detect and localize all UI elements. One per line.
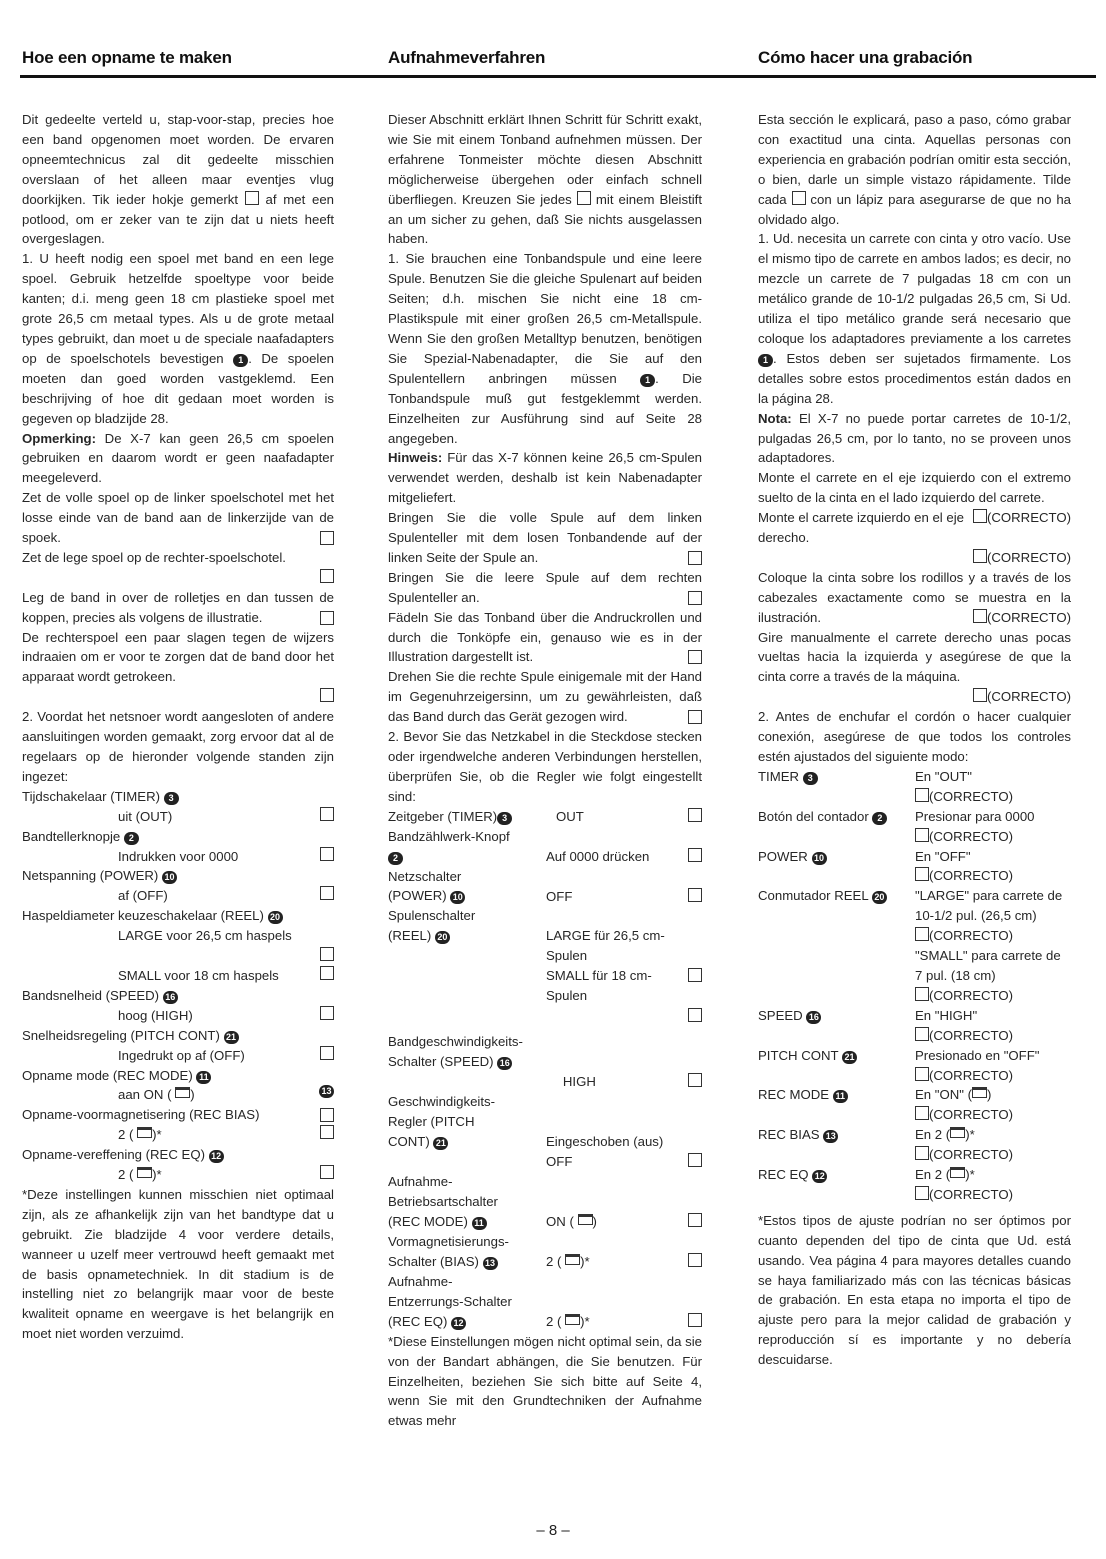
dutch-setting-receq: Opname-vereffening (REC EQ) 12 (22, 1145, 334, 1165)
spanish-setting-recmode: REC MODE 11 En "ON" ( ) (CORRECTO) (758, 1087, 1014, 1123)
german-heading: Aufnahmeverfahren (388, 48, 546, 67)
german-note: Hinweis: Für das X-7 können keine 26,5 cm-Spulen verwendet werden, deshalb ist kein Nabenadapter mitgeliefert. (388, 450, 702, 506)
checkbox-icon (320, 688, 334, 702)
german-intro: Dieser Abschnitt erklärt Ihnen Schritt für Schritt exakt, wie Sie mit einem Tonband aufnehmen müssen. Der erfahrene Tonmeister möchte diesen Abschnitt möglicherweise übergehen oder einfach schnell überfliegen. Kreuzen Sie jedes mit einem Bleistift an um sicher zu gehen, daß Sie nichts ausgelassen haben. (388, 112, 703, 247)
checkbox-icon (973, 609, 987, 623)
checkbox-icon (915, 987, 929, 1001)
dutch-step-1: 1. U heeft nodig een spoel met band en een lege spoel. Gebruik hetzelfde spoeltype voor beide kanten; d.i. meng geen 18 cm plastieke spoel met grote 26,5 cm metaal types. Als u de grote metaal types gebruikt, dan moet u de speciale naafadapters op de spoelschotels bevestigen 1 . De spoelen moeten dan goed worden vastgeklemd. Een beschrijving of hoe dit gedaan moet worden is gegeven op bladzijde 28. (22, 251, 334, 426)
dutch-setting-recmode: Opname mode (REC MODE) 11 (22, 1066, 334, 1086)
spanish-step-1: 1. Ud. necesita un carrete con cinta y otro vacío. Use el mismo tipo de carrete en ambos lados; es decir, no mezcle un carrete de 7 pulgadas 18 cm con un metálico grande de 10-1/2 pulgadas 26,5 cm, Si Ud. utiliza el tipo metálico grande será necesario que coloque los adaptadores previamente a los carretes 1 . Estos deben ser sujetados firmamente. Los detalles sobre estos procedimentos están dados en la página 28. (758, 231, 1071, 406)
dutch-step-empty-check (22, 568, 334, 588)
dutch-setting-reel-small: SMALL voor 18 cm haspels (22, 966, 334, 986)
spanish-footnote: *Estos tipos de ajuste podrían no ser óptimos por cuanto dependen del tipo de cinta que Ud. está usando. Vea página 4 para mayores detalles cuando se haya familiarizado más con las técnicas básicas de grabación. En esta etapa no importa el tipo de ajuste pero para la mejor calidad de grabación y reproducción sí es importante y no debería descuidarse. (758, 1212, 1071, 1368)
ref-marker-icon: 21 (842, 1051, 857, 1064)
ref-marker-icon: 1 (758, 354, 773, 367)
checkbox-icon (688, 1253, 702, 1267)
spanish-heading: Cómo hacer una grabación (758, 48, 973, 67)
ref-marker-icon: 13 (483, 1257, 498, 1270)
checkbox-icon (915, 867, 929, 881)
checkbox-icon (320, 569, 334, 583)
spanish-note: Nota: El X-7 no puede portar carretes de 10-1/2, pulgadas 26,5 cm, por lo tanto, no se proveen unos adaptadores. (758, 410, 1072, 466)
ref-marker-icon: 11 (833, 1090, 848, 1103)
dutch-heading: Hoe een opname te maken (22, 48, 232, 67)
dutch-setting-reel: Haspeldiameter keuzeschakelaar (REEL) 20 (22, 906, 334, 926)
checkbox-icon (792, 191, 806, 205)
german-setting-counter: Bandzählwerk-Knopf 2 Auf 0000 drücken (388, 827, 702, 867)
spanish-column (758, 110, 1071, 1370)
checkbox-icon (320, 807, 334, 821)
german-column (388, 110, 702, 1431)
dutch-setting-power-value: af (OFF) (22, 886, 334, 906)
dutch-setting-pitch: Snelheidsregeling (PITCH CONT) 21 (22, 1026, 334, 1046)
checkbox-icon (915, 788, 929, 802)
checkbox-icon (688, 710, 702, 724)
german-setting-timer: Zeitgeber (TIMER) 3 OUT (388, 807, 702, 827)
dutch-column (22, 110, 334, 1344)
ref-marker-icon: 11 (196, 1071, 211, 1084)
german-setting-pitch: Geschwindigkeits-Regler (PITCH CONT) 21 Eingeschoben (aus) OFF (388, 1092, 702, 1172)
checkbox-icon (973, 509, 987, 523)
german-setting-power: Netzschalter (POWER) 10 OFF (388, 867, 702, 907)
dutch-setting-reel-large: LARGE voor 26,5 cm haspels (118, 928, 292, 944)
checkbox-icon (688, 1153, 702, 1167)
spanish-setting-reel: Conmutador REEL 20 "LARGE" para carrete de 10-1/2 pul. (26,5 cm) (CORRECTO) "SMALL" para carrete de 7 pul. (18 cm) (CORRECTO) (758, 888, 1063, 1003)
spanish-setting-power: POWER 10 En "OFF" (CORRECTO) (758, 848, 1014, 884)
checkbox-icon (320, 1046, 334, 1060)
spanish-setting-speed: SPEED 16 En "HIGH" (CORRECTO) (758, 1007, 1014, 1043)
ref-marker-icon: 16 (163, 991, 178, 1004)
tape-icon (578, 1214, 593, 1225)
ref-marker-icon: 12 (812, 1170, 827, 1183)
checkbox-icon (320, 1165, 334, 1179)
dutch-setting-power: Netspanning (POWER) 10 (22, 866, 334, 886)
spanish-setting-recbias: REC BIAS 13 En 2 ( )* (CORRECTO) (758, 1127, 1014, 1163)
german-setting-recmode: Aufnahme-Betriebsartschalter (REC MODE) 11 ON ( ) (388, 1172, 702, 1232)
spanish-step-empty-reel: Monte el carrete izquierdo en el eje derecho. (758, 510, 964, 546)
checkbox-icon (915, 1186, 929, 1200)
ref-marker-icon: 10 (450, 891, 465, 904)
spanish-setting-counter: Botón del contador 2 Presionar para 0000 (CORRECTO) (758, 808, 1035, 844)
checkbox-icon (915, 1067, 929, 1081)
ref-marker-icon: 1 (640, 374, 655, 387)
dutch-setting-recmode-value: aan ON ( ) 13 (22, 1085, 334, 1105)
ref-marker-icon: 12 (451, 1317, 466, 1330)
tape-icon (175, 1087, 190, 1098)
checkbox-icon (688, 848, 702, 862)
dutch-setting-pitch-value: Ingedrukt op af (OFF) (22, 1046, 334, 1066)
ref-marker-icon: 13 (823, 1130, 838, 1143)
ref-marker-icon: 16 (806, 1011, 821, 1024)
tape-icon (137, 1127, 152, 1138)
ref-marker-icon: 20 (435, 931, 450, 944)
ref-marker-icon: 2 (872, 812, 887, 825)
checkbox-icon (320, 886, 334, 900)
ref-marker-icon: 21 (433, 1137, 448, 1150)
checkbox-icon (320, 1125, 334, 1139)
page-number: – 8 – (536, 1522, 570, 1539)
tape-icon (565, 1314, 580, 1325)
ref-marker-icon: 3 (497, 812, 512, 825)
checkbox-icon (688, 650, 702, 664)
checkbox-icon (320, 531, 334, 545)
dutch-setting-counter-value: Indrukken voor 0000 (22, 847, 334, 867)
ref-marker-icon: 12 (209, 1150, 224, 1163)
spanish-setting-receq: REC EQ 12 En 2 ( )* (CORRECTO) (758, 1167, 1014, 1202)
ref-marker-icon: 10 (812, 852, 827, 865)
checkbox-icon (688, 591, 702, 605)
checkbox-icon (688, 1213, 702, 1227)
dutch-step-turn: De rechterspoel een paar slagen tegen de wijzers indraaien om er voor te zorgen dat de band door het apparaat wordt getrokeen. (22, 629, 334, 685)
spanish-step-thread: Coloque la cinta sobre los rodillos y a través de los cabezales exactamente como se muestra en la ilustración. (CORRECTO) (758, 569, 1071, 625)
german-step-turn: Drehen Sie die rechte Spule einigemale mit der Hand im Gegenuhrzeigersinn, um zu gewährleisten, daß das Band durch das Gerät gezogen wird. (388, 669, 702, 725)
ref-marker-icon: 2 (388, 852, 403, 865)
german-step-empty-reel: Bringen Sie die leere Spule auf dem rechten Spulenteller an. (388, 569, 702, 605)
ref-marker-icon: 2 (124, 832, 139, 845)
spanish-setting-pitch: PITCH CONT 21 Presionado en "OFF" (CORRECTO) (758, 1047, 1040, 1083)
dutch-setting-recbias: Opname-voormagnetisering (REC BIAS) (22, 1105, 334, 1125)
dutch-setting-timer: Tijdschakelaar (TIMER) 3 (22, 787, 334, 807)
tape-icon (137, 1167, 152, 1178)
german-step-full-reel: Bringen Sie die volle Spule auf dem linken Spulenteller mit dem losen Tonbandende auf der linken Seite der Spule an. (388, 510, 702, 565)
spanish-setting-timer: TIMER 3 En "OUT" (CORRECTO) (758, 768, 1014, 804)
checkbox-icon (320, 947, 334, 961)
dutch-step-empty-reel: Zet de lege spoel op de rechter-spoelschotel. (22, 549, 286, 565)
checkbox-icon (320, 1108, 334, 1122)
checkbox-icon (915, 1106, 929, 1120)
ref-marker-icon: 3 (164, 792, 179, 805)
ref-marker-icon: 20 (872, 891, 887, 904)
ref-marker-icon: 16 (497, 1057, 512, 1070)
spanish-step-turn-check: (CORRECTO) (758, 687, 1071, 707)
checkbox-icon (915, 927, 929, 941)
checkbox-icon (915, 828, 929, 842)
checkbox-icon (245, 191, 259, 205)
spanish-step-empty-check: (CORRECTO) (758, 548, 1071, 568)
ref-marker-icon: 20 (268, 911, 283, 924)
ref-marker-icon: 21 (224, 1031, 239, 1044)
checkbox-icon (688, 968, 702, 982)
german-setting-receq: Aufnahme-Entzerrungs-Schalter (REC EQ) 12 2 ( )* (388, 1272, 702, 1332)
checkbox-icon (688, 888, 702, 902)
spanish-intro: Esta sección le explicará, paso a paso, cómo grabar con exactitud una cinta. Aquellas personas con experiencia en grabación podrían omitir esta sección, o bien, darle un simple vistazo rápidamente. Tilde cada con un lápiz para asegurarse de que no ha olvidado algo. (758, 112, 1072, 227)
german-step-2: 2. Bevor Sie das Netzkabel in die Steckdose stecken oder irgendwelche anderen Verbindungen herstellen, überprüfen Sie, ob die Regler wie folgt eingestellt sind: (388, 729, 702, 804)
dutch-setting-counter: Bandtellerknopje 2 (22, 827, 334, 847)
dutch-step-2: 2. Voordat het netsnoer wordt aangesloten of andere aansluitingen worden gemaakt, zorg ervoor dat al de regelaars op de hieronder volgende standen zijn ingezet: (22, 709, 334, 784)
spanish-step-turn: Gire manualmente el carrete derecho unas pocas vueltas hacia la izquierda y asegúrese de que la cinta corre a través de la máquina. (758, 629, 1071, 685)
checkbox-icon (320, 847, 334, 861)
german-setting-speed: Bandgeschwindigkeits-Schalter (SPEED) 16 HIGH (388, 1032, 702, 1092)
checkbox-icon (320, 611, 334, 625)
checkbox-icon (688, 1073, 702, 1087)
checkbox-icon (915, 1027, 929, 1041)
german-setting-reel: Spulenschalter (REEL) 20 LARGE für 26,5 cm-Spulen SMALL für 18 cm-Spulen (388, 906, 702, 1022)
dutch-footnote: *Deze instellingen kunnen misschien niet optimaal zijn, als ze afhankelijk zijn van het bandtype dat u gebruikt. Zie bladzijde 4 voor verdere details, wanneer u uzelf meer vertrouwd heeft gemaakt met de basis opnametechniek. In dit stadium is de instelling niet zo belangrijk maar voor de beste kwaliteit opname en weergave is het belangrijk en moet niet worden verzuimd. (22, 1186, 334, 1342)
checkbox-icon (320, 1006, 334, 1020)
dutch-step-turn-check (22, 687, 334, 707)
spanish-step-full-reel: Monte el carrete en el eje izquierdo con el extremo suelto de la cinta en el lado izquierdo del carrete. (CORRECTO) (758, 470, 1071, 526)
dutch-setting-reel-large-check (22, 946, 334, 966)
tape-icon (972, 1087, 987, 1098)
dutch-note: Opmerking: De X-7 kan geen 26,5 cm spoelen gebruiken en daarom wordt er geen naafadapter meegeleverd. (22, 430, 334, 486)
german-setting-recbias: Vormagnetisierungs-Schalter (BIAS) 13 2 ( )* (388, 1232, 702, 1272)
tape-icon (950, 1167, 965, 1178)
german-step-1: 1. Sie brauchen eine Tonbandspule und eine leere Spule. Benutzen Sie die gleiche Spulenart auf beiden Seiten; d.h. mischen Sie nicht eine 18 cm-Plastikspule mit einer großen 26,5 cm-Metallspule. Wenn Sie den großen Metalltyp benutzen, benötigen Sie Spezial-Nabenadapter, die Sie auf den Spulentellern anbringen müssen 1 . Die Tonbandspule muß gut festgeklemmt werden. Einzelheiten zur Ausführung sind auf Seite 28 angegeben. (388, 251, 702, 446)
ref-marker-icon: 3 (803, 772, 818, 785)
checkbox-icon (973, 688, 987, 702)
tape-icon (950, 1127, 965, 1138)
dutch-setting-speed-value: hoog (HIGH) (22, 1006, 334, 1026)
dutch-step-full-reel: Zet de volle spoel op de linker spoelschotel met het losse einde van de band aan de linkerzijde van de spoek. (22, 490, 334, 546)
checkbox-icon (688, 808, 702, 822)
dutch-step-thread: Leg de band in over de rolletjes en dan tussen de koppen, precies als volgens de illustratie. (22, 589, 334, 625)
checkbox-icon (577, 191, 591, 205)
ref-marker-icon: 11 (472, 1217, 487, 1230)
checkbox-icon (973, 549, 987, 563)
spanish-step-2: 2. Antes de enchufar el cordón o hacer cualquier conexión, asegúrese de que todos los controles estén ajustados del siguiente modo: (758, 709, 1071, 764)
ref-marker-icon: 1 (233, 354, 248, 367)
checkbox-icon (320, 966, 334, 980)
dutch-setting-timer-value: uit (OUT) (22, 807, 334, 827)
german-step-thread: Fädeln Sie das Tonband über die Andruckrollen und durch die Tonköpfe ein, genauso wie es in der Illustration dargestellt ist. (388, 609, 702, 665)
german-footnote: *Diese Einstellungen mögen nicht optimal sein, da sie von der Bandart abhängen, die Sie benutzen. Für Einzelheiten, beziehen Sie sich bitte auf Seite 4, wenn Sie mit den Grundtechniken der Aufnahme etwas mehr (388, 1333, 702, 1429)
checkbox-icon (688, 1008, 702, 1022)
dutch-setting-speed: Bandsnelheid (SPEED) 16 (22, 986, 334, 1006)
checkbox-icon (915, 1146, 929, 1160)
dutch-intro: Dit gedeelte verteld u, stap-voor-stap, precies hoe een band opgenomen moet worden. De ervaren opneemtechnicus zal dit gedeelte misschien overslaan of het alleen maar eventjes vlug doorkijken. Tik ieder hokje gemerkt af met een potlood, om er zeker van te zijn dat u niets heeft overgeslagen. (22, 112, 334, 247)
tape-icon (565, 1254, 580, 1265)
checkbox-icon (688, 551, 702, 565)
dutch-setting-receq-value: 2 ( )* (22, 1165, 334, 1185)
dutch-setting-recbias-value: 2 ( )* (22, 1125, 334, 1145)
checkbox-icon (688, 1313, 702, 1327)
ref-marker-icon: 13 (319, 1085, 334, 1098)
heading-rule (20, 75, 1096, 78)
ref-marker-icon: 10 (162, 871, 177, 884)
